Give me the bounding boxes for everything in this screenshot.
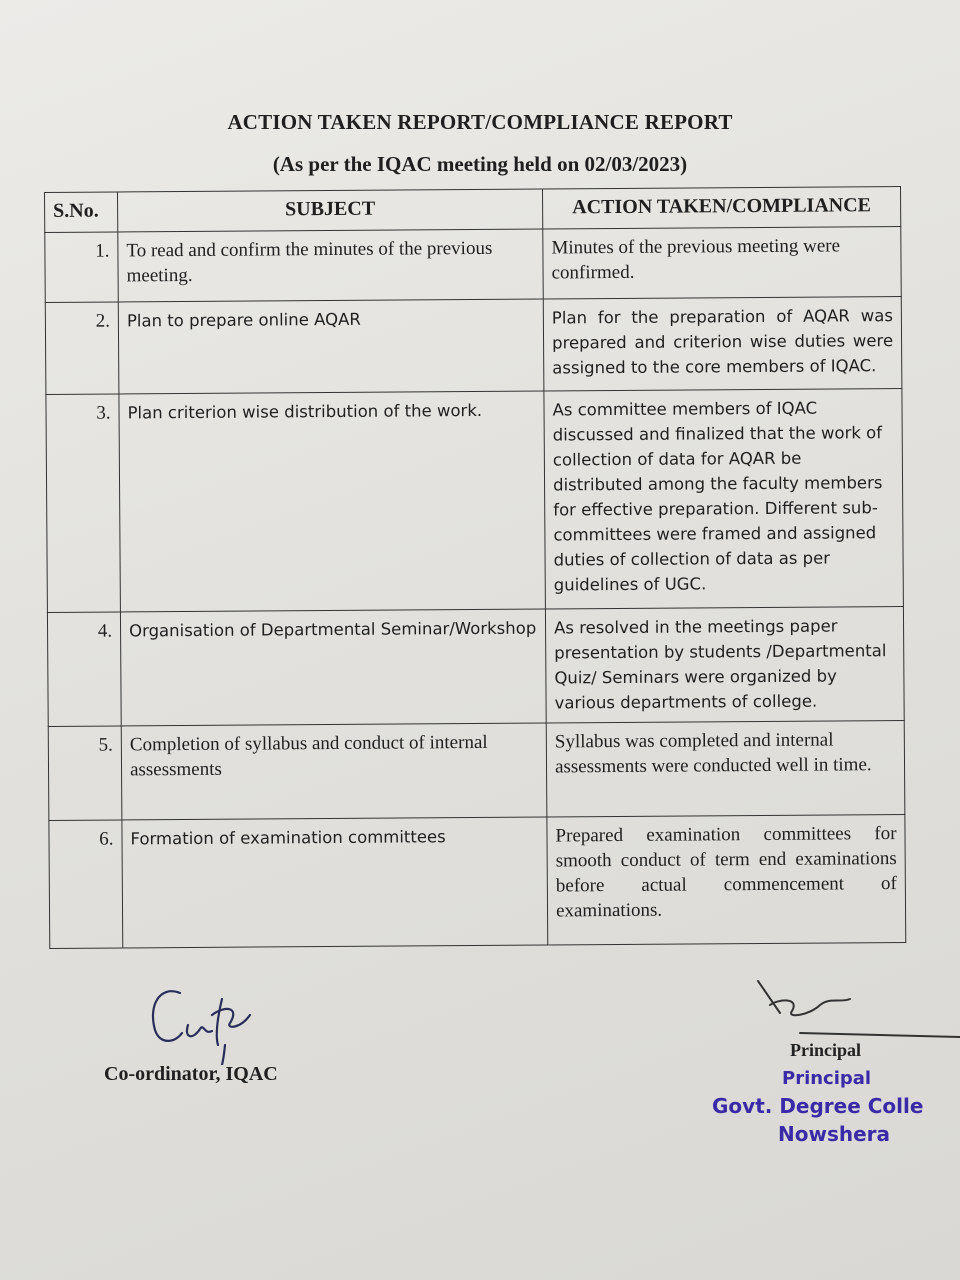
table-header-row bbox=[45, 187, 901, 233]
document-subtitle: (As per the IQAC meeting held on 02/03/2023) bbox=[272, 152, 688, 176]
row-subject: Plan to prepare online AQAR bbox=[118, 299, 544, 394]
row-sno: 4. bbox=[47, 612, 121, 727]
compliance-table bbox=[44, 186, 906, 949]
row-action: Syllabus was completed and internal assessments were conducted well in time. bbox=[546, 721, 905, 817]
header-sno: S.No. bbox=[45, 192, 118, 233]
row-sno: 1. bbox=[45, 232, 118, 303]
row-subject: Formation of examination committees bbox=[122, 817, 548, 948]
coordinator-label: Co-ordinator, IQAC bbox=[104, 1063, 278, 1085]
row-action: Plan for the preparation of AQAR was prepared and criterion wise duties were assigned to the core members of IQAC. bbox=[543, 297, 902, 391]
row-action: Prepared examination committees for smooth conduct of term end examinations before actual commencement of examinations. bbox=[547, 815, 906, 945]
table-row bbox=[45, 227, 901, 303]
table-row bbox=[46, 389, 904, 613]
row-sno: 3. bbox=[46, 394, 121, 613]
row-subject: Organisation of Departmental Seminar/Workshop bbox=[120, 609, 546, 726]
stamp-line-2: Govt. Degree Colle bbox=[712, 1094, 924, 1118]
row-sno: 5. bbox=[48, 726, 122, 821]
stamp-line-3: Nowshera bbox=[778, 1122, 891, 1146]
coordinator-signature bbox=[100, 985, 320, 1065]
table-row bbox=[49, 815, 906, 949]
table-row bbox=[45, 297, 902, 395]
row-sno: 2. bbox=[45, 302, 119, 395]
row-subject: Completion of syllabus and conduct of internal assessments bbox=[121, 723, 547, 820]
principal-label: Principal bbox=[790, 1040, 861, 1060]
row-sno: 6. bbox=[49, 820, 123, 949]
header-subject: SUBJECT bbox=[118, 189, 543, 232]
document-title: ACTION TAKEN REPORT/COMPLIANCE REPORT bbox=[227, 110, 733, 134]
row-subject: To read and confirm the minutes of the previous meeting. bbox=[118, 229, 543, 302]
row-subject: Plan criterion wise distribution of the work. bbox=[119, 391, 546, 612]
principal-signature bbox=[700, 975, 960, 1045]
compliance-table-container bbox=[44, 186, 905, 949]
row-action: As resolved in the meetings paper presentation by students /Departmental Quiz/ Seminars were organized by various departments of college. bbox=[545, 607, 904, 723]
table-row bbox=[47, 607, 904, 727]
table-row bbox=[48, 721, 905, 821]
header-action: ACTION TAKEN/COMPLIANCE bbox=[542, 187, 900, 229]
stamp-line-1: Principal bbox=[782, 1068, 872, 1089]
row-action: Minutes of the previous meeting were confirmed. bbox=[543, 227, 901, 299]
row-action: As committee members of IQAC discussed and finalized that the work of collection of data for AQAR be distributed among the faculty members for effective preparation. Different sub-committees were framed and assigned duties of collection of data as per guidelines of UGC. bbox=[544, 389, 904, 609]
